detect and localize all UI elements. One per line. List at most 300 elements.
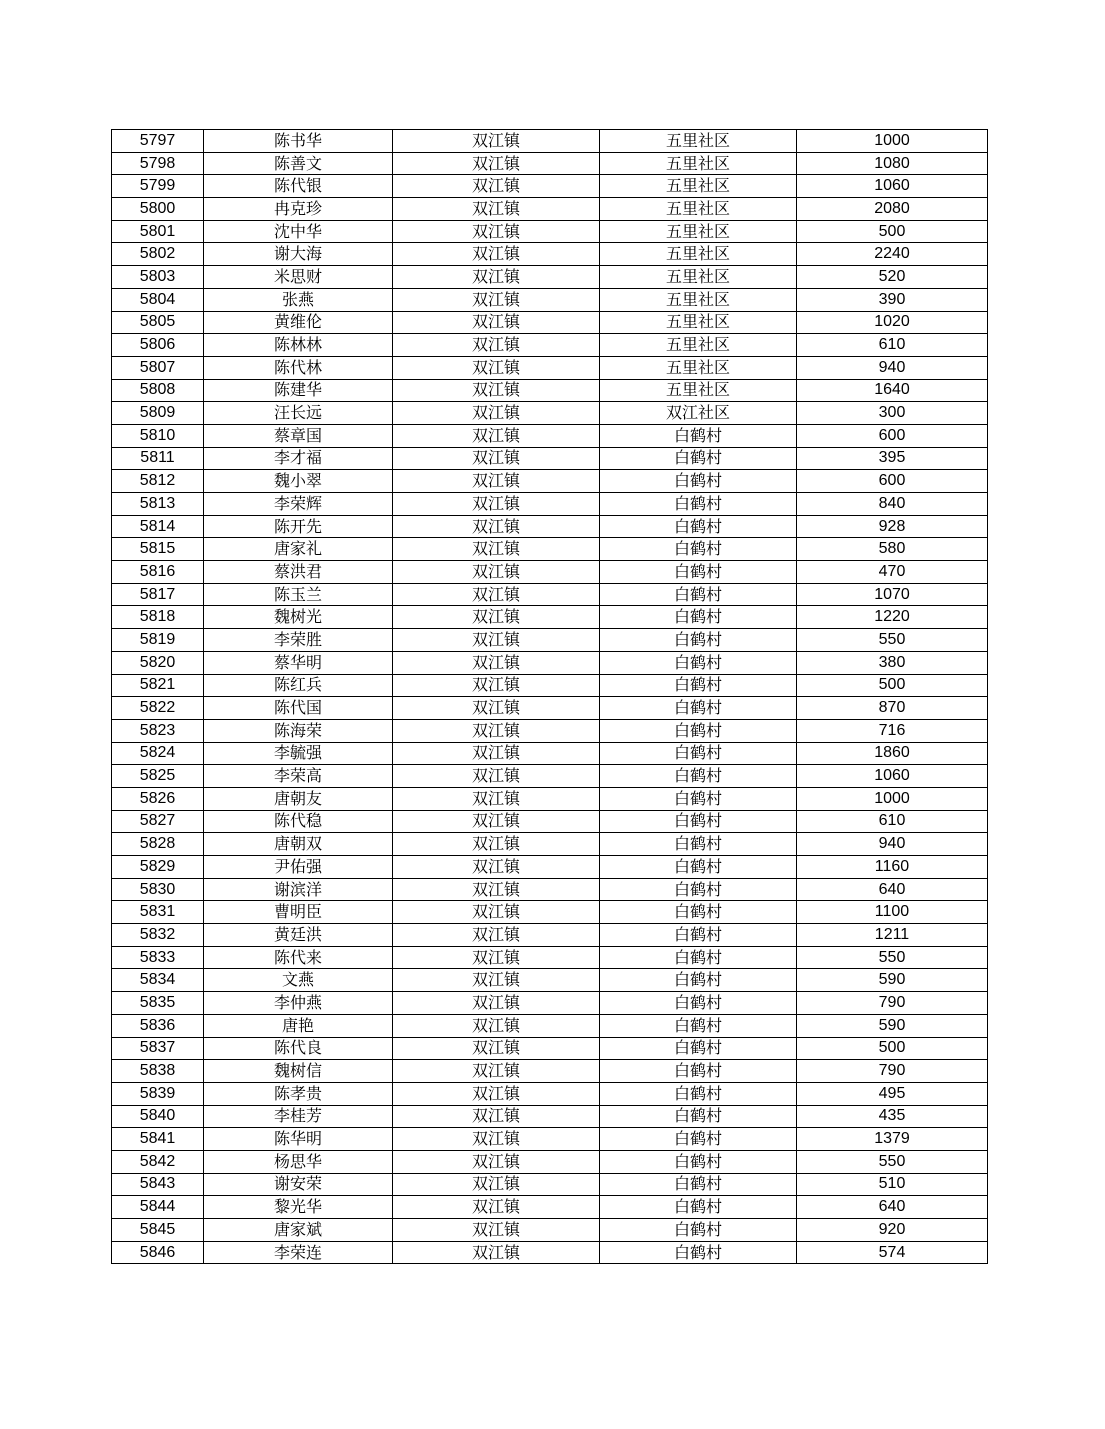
amount-cell: 640 [797, 878, 988, 901]
village-cell: 白鹤村 [600, 1196, 797, 1219]
town-cell: 双江镇 [393, 946, 600, 969]
village-cell: 五里社区 [600, 152, 797, 175]
table-row [112, 1060, 988, 1083]
town-cell: 双江镇 [393, 334, 600, 357]
village-cell: 白鹤村 [600, 1128, 797, 1151]
row-id-cell: 5827 [112, 810, 204, 833]
amount-cell: 610 [797, 334, 988, 357]
row-id-cell: 5809 [112, 402, 204, 425]
name-cell: 尹佑强 [204, 856, 393, 879]
amount-cell: 940 [797, 833, 988, 856]
name-cell: 陈代来 [204, 946, 393, 969]
name-cell: 李仲燕 [204, 992, 393, 1015]
row-id-cell: 5824 [112, 742, 204, 765]
row-id-cell: 5814 [112, 515, 204, 538]
row-id-cell: 5834 [112, 969, 204, 992]
town-cell: 双江镇 [393, 1128, 600, 1151]
village-cell: 五里社区 [600, 334, 797, 357]
village-cell: 白鹤村 [600, 470, 797, 493]
row-id-cell: 5843 [112, 1173, 204, 1196]
row-id-cell: 5812 [112, 470, 204, 493]
table-row [112, 606, 988, 629]
name-cell: 魏树光 [204, 606, 393, 629]
village-cell: 白鹤村 [600, 1082, 797, 1105]
amount-cell: 600 [797, 424, 988, 447]
village-cell: 白鹤村 [600, 719, 797, 742]
table-body [112, 130, 988, 1264]
table-row [112, 220, 988, 243]
amount-cell: 550 [797, 629, 988, 652]
table-row [112, 493, 988, 516]
table-row [112, 198, 988, 221]
table-row [112, 583, 988, 606]
town-cell: 双江镇 [393, 561, 600, 584]
row-id-cell: 5830 [112, 878, 204, 901]
row-id-cell: 5831 [112, 901, 204, 924]
name-cell: 唐朝友 [204, 787, 393, 810]
name-cell: 李荣胜 [204, 629, 393, 652]
amount-cell: 920 [797, 1219, 988, 1242]
town-cell: 双江镇 [393, 742, 600, 765]
row-id-cell: 5800 [112, 198, 204, 221]
town-cell: 双江镇 [393, 266, 600, 289]
amount-cell: 928 [797, 515, 988, 538]
table-row [112, 787, 988, 810]
town-cell: 双江镇 [393, 1196, 600, 1219]
row-id-cell: 5825 [112, 765, 204, 788]
name-cell: 陈海荣 [204, 719, 393, 742]
row-id-cell: 5844 [112, 1196, 204, 1219]
amount-cell: 520 [797, 266, 988, 289]
row-id-cell: 5808 [112, 379, 204, 402]
row-id-cell: 5817 [112, 583, 204, 606]
name-cell: 陈代银 [204, 175, 393, 198]
row-id-cell: 5823 [112, 719, 204, 742]
amount-cell: 790 [797, 1060, 988, 1083]
row-id-cell: 5829 [112, 856, 204, 879]
town-cell: 双江镇 [393, 288, 600, 311]
village-cell: 白鹤村 [600, 878, 797, 901]
row-id-cell: 5838 [112, 1060, 204, 1083]
village-cell: 白鹤村 [600, 992, 797, 1015]
town-cell: 双江镇 [393, 1219, 600, 1242]
town-cell: 双江镇 [393, 1241, 600, 1264]
town-cell: 双江镇 [393, 765, 600, 788]
name-cell: 陈玉兰 [204, 583, 393, 606]
village-cell: 白鹤村 [600, 742, 797, 765]
table-row [112, 651, 988, 674]
town-cell: 双江镇 [393, 1037, 600, 1060]
name-cell: 李桂芳 [204, 1105, 393, 1128]
table-row [112, 878, 988, 901]
table-row [112, 742, 988, 765]
row-id-cell: 5842 [112, 1150, 204, 1173]
town-cell: 双江镇 [393, 1105, 600, 1128]
name-cell: 杨思华 [204, 1150, 393, 1173]
village-cell: 白鹤村 [600, 424, 797, 447]
name-cell: 米思财 [204, 266, 393, 289]
town-cell: 双江镇 [393, 311, 600, 334]
name-cell: 蔡章国 [204, 424, 393, 447]
amount-cell: 590 [797, 969, 988, 992]
amount-cell: 300 [797, 402, 988, 425]
village-cell: 白鹤村 [600, 493, 797, 516]
row-id-cell: 5835 [112, 992, 204, 1015]
town-cell: 双江镇 [393, 969, 600, 992]
name-cell: 蔡华明 [204, 651, 393, 674]
amount-cell: 640 [797, 1196, 988, 1219]
village-cell: 白鹤村 [600, 833, 797, 856]
name-cell: 陈开先 [204, 515, 393, 538]
name-cell: 魏树信 [204, 1060, 393, 1083]
amount-cell: 790 [797, 992, 988, 1015]
table-row [112, 175, 988, 198]
town-cell: 双江镇 [393, 538, 600, 561]
table-row [112, 470, 988, 493]
name-cell: 陈红兵 [204, 674, 393, 697]
row-id-cell: 5836 [112, 1014, 204, 1037]
amount-cell: 1100 [797, 901, 988, 924]
village-cell: 五里社区 [600, 311, 797, 334]
amount-cell: 870 [797, 697, 988, 720]
row-id-cell: 5828 [112, 833, 204, 856]
amount-cell: 840 [797, 493, 988, 516]
row-id-cell: 5841 [112, 1128, 204, 1151]
town-cell: 双江镇 [393, 130, 600, 153]
amount-cell: 380 [797, 651, 988, 674]
amount-cell: 2080 [797, 198, 988, 221]
amount-cell: 610 [797, 810, 988, 833]
table-row [112, 629, 988, 652]
village-cell: 白鹤村 [600, 1014, 797, 1037]
village-cell: 五里社区 [600, 356, 797, 379]
village-cell: 白鹤村 [600, 1219, 797, 1242]
name-cell: 黎光华 [204, 1196, 393, 1219]
name-cell: 陈善文 [204, 152, 393, 175]
name-cell: 唐朝双 [204, 833, 393, 856]
row-id-cell: 5816 [112, 561, 204, 584]
name-cell: 陈孝贵 [204, 1082, 393, 1105]
table-row [112, 765, 988, 788]
table-row [112, 1128, 988, 1151]
row-id-cell: 5804 [112, 288, 204, 311]
table-row [112, 1219, 988, 1242]
amount-cell: 500 [797, 674, 988, 697]
row-id-cell: 5807 [112, 356, 204, 379]
row-id-cell: 5822 [112, 697, 204, 720]
table-row [112, 1037, 988, 1060]
row-id-cell: 5799 [112, 175, 204, 198]
row-id-cell: 5810 [112, 424, 204, 447]
data-table [111, 129, 988, 1264]
village-cell: 白鹤村 [600, 856, 797, 879]
town-cell: 双江镇 [393, 379, 600, 402]
table-row [112, 447, 988, 470]
amount-cell: 1000 [797, 787, 988, 810]
amount-cell: 716 [797, 719, 988, 742]
row-id-cell: 5805 [112, 311, 204, 334]
table-row [112, 356, 988, 379]
village-cell: 双江社区 [600, 402, 797, 425]
table-row [112, 1196, 988, 1219]
village-cell: 五里社区 [600, 266, 797, 289]
amount-cell: 470 [797, 561, 988, 584]
name-cell: 李毓强 [204, 742, 393, 765]
name-cell: 冉克珍 [204, 198, 393, 221]
village-cell: 白鹤村 [600, 697, 797, 720]
town-cell: 双江镇 [393, 629, 600, 652]
amount-cell: 590 [797, 1014, 988, 1037]
table-row [112, 424, 988, 447]
amount-cell: 940 [797, 356, 988, 379]
village-cell: 五里社区 [600, 243, 797, 266]
town-cell: 双江镇 [393, 424, 600, 447]
row-id-cell: 5819 [112, 629, 204, 652]
row-id-cell: 5821 [112, 674, 204, 697]
row-id-cell: 5803 [112, 266, 204, 289]
village-cell: 五里社区 [600, 288, 797, 311]
name-cell: 陈建华 [204, 379, 393, 402]
table-row [112, 856, 988, 879]
name-cell: 蔡洪君 [204, 561, 393, 584]
name-cell: 谢大海 [204, 243, 393, 266]
town-cell: 双江镇 [393, 447, 600, 470]
amount-cell: 1640 [797, 379, 988, 402]
town-cell: 双江镇 [393, 787, 600, 810]
name-cell: 汪长远 [204, 402, 393, 425]
row-id-cell: 5802 [112, 243, 204, 266]
town-cell: 双江镇 [393, 606, 600, 629]
town-cell: 双江镇 [393, 697, 600, 720]
amount-cell: 1220 [797, 606, 988, 629]
row-id-cell: 5826 [112, 787, 204, 810]
table-row [112, 130, 988, 153]
amount-cell: 1060 [797, 175, 988, 198]
row-id-cell: 5840 [112, 1105, 204, 1128]
name-cell: 曹明臣 [204, 901, 393, 924]
town-cell: 双江镇 [393, 356, 600, 379]
amount-cell: 1070 [797, 583, 988, 606]
amount-cell: 1379 [797, 1128, 988, 1151]
amount-cell: 390 [797, 288, 988, 311]
table-row [112, 992, 988, 1015]
amount-cell: 574 [797, 1241, 988, 1264]
name-cell: 陈代稳 [204, 810, 393, 833]
table-row [112, 833, 988, 856]
row-id-cell: 5832 [112, 924, 204, 947]
amount-cell: 550 [797, 1150, 988, 1173]
amount-cell: 1860 [797, 742, 988, 765]
table-row [112, 334, 988, 357]
town-cell: 双江镇 [393, 1014, 600, 1037]
table-row [112, 1241, 988, 1264]
village-cell: 白鹤村 [600, 651, 797, 674]
amount-cell: 1060 [797, 765, 988, 788]
village-cell: 白鹤村 [600, 515, 797, 538]
row-id-cell: 5811 [112, 447, 204, 470]
town-cell: 双江镇 [393, 243, 600, 266]
table-row [112, 719, 988, 742]
name-cell: 谢安荣 [204, 1173, 393, 1196]
name-cell: 陈林林 [204, 334, 393, 357]
row-id-cell: 5846 [112, 1241, 204, 1264]
row-id-cell: 5806 [112, 334, 204, 357]
amount-cell: 600 [797, 470, 988, 493]
amount-cell: 510 [797, 1173, 988, 1196]
village-cell: 白鹤村 [600, 810, 797, 833]
town-cell: 双江镇 [393, 515, 600, 538]
town-cell: 双江镇 [393, 470, 600, 493]
data-sheet [111, 129, 987, 1264]
village-cell: 白鹤村 [600, 1241, 797, 1264]
table-row [112, 561, 988, 584]
town-cell: 双江镇 [393, 220, 600, 243]
town-cell: 双江镇 [393, 992, 600, 1015]
table-row [112, 538, 988, 561]
village-cell: 五里社区 [600, 379, 797, 402]
town-cell: 双江镇 [393, 152, 600, 175]
village-cell: 白鹤村 [600, 924, 797, 947]
table-row [112, 1082, 988, 1105]
amount-cell: 395 [797, 447, 988, 470]
village-cell: 白鹤村 [600, 538, 797, 561]
town-cell: 双江镇 [393, 583, 600, 606]
name-cell: 唐家斌 [204, 1219, 393, 1242]
village-cell: 白鹤村 [600, 583, 797, 606]
table-row [112, 402, 988, 425]
town-cell: 双江镇 [393, 198, 600, 221]
amount-cell: 435 [797, 1105, 988, 1128]
table-row [112, 311, 988, 334]
village-cell: 白鹤村 [600, 606, 797, 629]
table-row [112, 674, 988, 697]
table-row [112, 969, 988, 992]
amount-cell: 580 [797, 538, 988, 561]
table-row [112, 243, 988, 266]
town-cell: 双江镇 [393, 175, 600, 198]
name-cell: 魏小翠 [204, 470, 393, 493]
village-cell: 白鹤村 [600, 1037, 797, 1060]
table-row [112, 515, 988, 538]
village-cell: 白鹤村 [600, 1060, 797, 1083]
table-row [112, 901, 988, 924]
name-cell: 唐艳 [204, 1014, 393, 1037]
amount-cell: 1000 [797, 130, 988, 153]
row-id-cell: 5833 [112, 946, 204, 969]
town-cell: 双江镇 [393, 719, 600, 742]
town-cell: 双江镇 [393, 493, 600, 516]
town-cell: 双江镇 [393, 402, 600, 425]
name-cell: 李荣高 [204, 765, 393, 788]
row-id-cell: 5820 [112, 651, 204, 674]
name-cell: 唐家礼 [204, 538, 393, 561]
name-cell: 陈代国 [204, 697, 393, 720]
name-cell: 张燕 [204, 288, 393, 311]
town-cell: 双江镇 [393, 856, 600, 879]
amount-cell: 500 [797, 220, 988, 243]
row-id-cell: 5797 [112, 130, 204, 153]
town-cell: 双江镇 [393, 651, 600, 674]
table-row [112, 266, 988, 289]
town-cell: 双江镇 [393, 924, 600, 947]
table-row [112, 152, 988, 175]
village-cell: 白鹤村 [600, 1173, 797, 1196]
village-cell: 白鹤村 [600, 787, 797, 810]
row-id-cell: 5818 [112, 606, 204, 629]
village-cell: 五里社区 [600, 198, 797, 221]
name-cell: 陈代林 [204, 356, 393, 379]
amount-cell: 1020 [797, 311, 988, 334]
village-cell: 白鹤村 [600, 901, 797, 924]
row-id-cell: 5839 [112, 1082, 204, 1105]
row-id-cell: 5813 [112, 493, 204, 516]
village-cell: 白鹤村 [600, 561, 797, 584]
amount-cell: 1211 [797, 924, 988, 947]
table-row [112, 1014, 988, 1037]
town-cell: 双江镇 [393, 1150, 600, 1173]
row-id-cell: 5798 [112, 152, 204, 175]
row-id-cell: 5801 [112, 220, 204, 243]
row-id-cell: 5815 [112, 538, 204, 561]
table-row [112, 1173, 988, 1196]
amount-cell: 495 [797, 1082, 988, 1105]
table-row [112, 810, 988, 833]
village-cell: 白鹤村 [600, 946, 797, 969]
village-cell: 白鹤村 [600, 1150, 797, 1173]
town-cell: 双江镇 [393, 1173, 600, 1196]
table-row [112, 1150, 988, 1173]
village-cell: 五里社区 [600, 175, 797, 198]
town-cell: 双江镇 [393, 674, 600, 697]
table-row [112, 1105, 988, 1128]
town-cell: 双江镇 [393, 878, 600, 901]
name-cell: 李荣辉 [204, 493, 393, 516]
row-id-cell: 5837 [112, 1037, 204, 1060]
village-cell: 五里社区 [600, 130, 797, 153]
name-cell: 谢滨洋 [204, 878, 393, 901]
town-cell: 双江镇 [393, 901, 600, 924]
name-cell: 沈中华 [204, 220, 393, 243]
town-cell: 双江镇 [393, 810, 600, 833]
table-row [112, 288, 988, 311]
village-cell: 白鹤村 [600, 674, 797, 697]
village-cell: 五里社区 [600, 220, 797, 243]
town-cell: 双江镇 [393, 1060, 600, 1083]
amount-cell: 2240 [797, 243, 988, 266]
village-cell: 白鹤村 [600, 969, 797, 992]
row-id-cell: 5845 [112, 1219, 204, 1242]
village-cell: 白鹤村 [600, 1105, 797, 1128]
village-cell: 白鹤村 [600, 629, 797, 652]
village-cell: 白鹤村 [600, 765, 797, 788]
name-cell: 文燕 [204, 969, 393, 992]
amount-cell: 550 [797, 946, 988, 969]
name-cell: 黄维伦 [204, 311, 393, 334]
town-cell: 双江镇 [393, 833, 600, 856]
amount-cell: 1080 [797, 152, 988, 175]
amount-cell: 1160 [797, 856, 988, 879]
village-cell: 白鹤村 [600, 447, 797, 470]
table-row [112, 924, 988, 947]
table-row [112, 946, 988, 969]
name-cell: 陈华明 [204, 1128, 393, 1151]
town-cell: 双江镇 [393, 1082, 600, 1105]
name-cell: 李才福 [204, 447, 393, 470]
name-cell: 陈书华 [204, 130, 393, 153]
amount-cell: 500 [797, 1037, 988, 1060]
name-cell: 李荣连 [204, 1241, 393, 1264]
name-cell: 陈代良 [204, 1037, 393, 1060]
